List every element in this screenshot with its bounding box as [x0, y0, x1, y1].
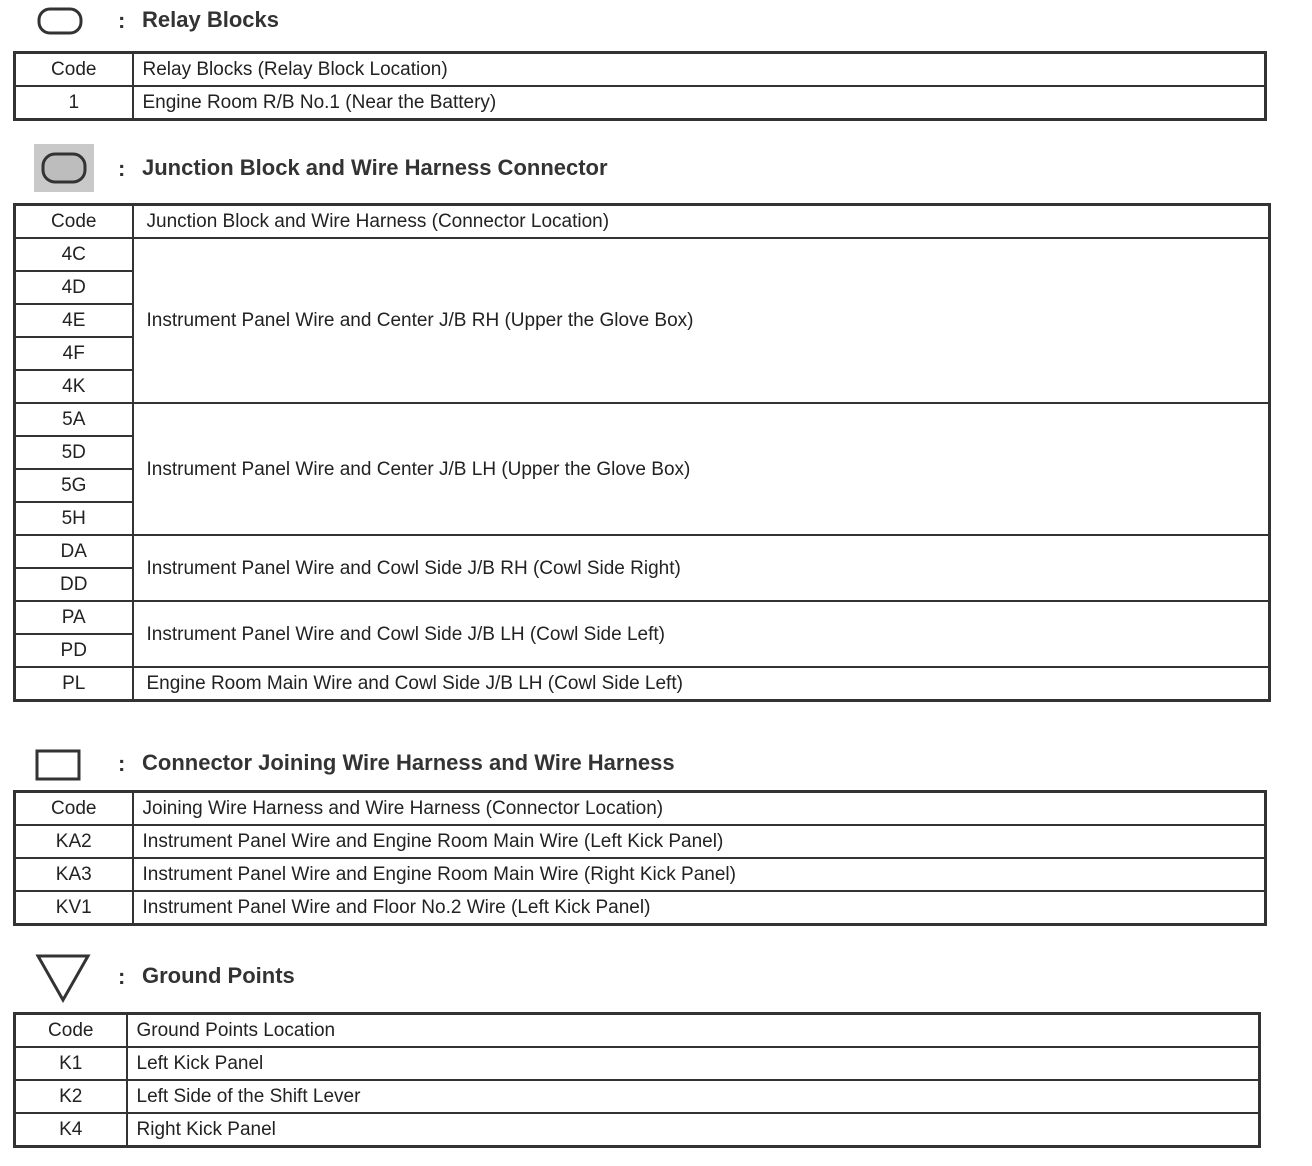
- row-code: DD: [15, 568, 133, 601]
- table-row: [15, 1047, 1260, 1080]
- row-description: Left Kick Panel: [127, 1047, 1260, 1080]
- header-code: Code: [15, 1014, 127, 1048]
- row-code: 4C: [15, 238, 133, 271]
- table-row: [15, 86, 1266, 120]
- table-row: [15, 891, 1266, 925]
- row-code: KV1: [15, 891, 133, 925]
- row-code: 5A: [15, 403, 133, 436]
- group-description: Instrument Panel Wire and Cowl Side J/B RH (Cowl Side Right): [133, 535, 1270, 601]
- table-row: [15, 601, 1270, 634]
- row-code: 4K: [15, 370, 133, 403]
- table-row: [15, 1080, 1260, 1113]
- row-code: K1: [15, 1047, 127, 1080]
- triangle-down-icon: [34, 952, 92, 1004]
- row-code: PD: [15, 634, 133, 667]
- colon: :: [118, 964, 126, 989]
- group-description: Instrument Panel Wire and Cowl Side J/B LH (Cowl Side Left): [133, 601, 1270, 667]
- colon: :: [118, 751, 126, 776]
- table-header-row: [15, 53, 1266, 87]
- row-code: 1: [15, 86, 133, 120]
- header-code: Code: [15, 792, 133, 826]
- relay-blocks-table: [13, 51, 1267, 121]
- table-row: [15, 238, 1270, 271]
- ground-points-table: [13, 1012, 1261, 1148]
- section-title-connector-joining: Connector Joining Wire Harness and Wire Harness: [142, 750, 675, 775]
- colon: :: [118, 156, 126, 181]
- row-description: Left Side of the Shift Lever: [127, 1080, 1260, 1113]
- row-code: K4: [15, 1113, 127, 1147]
- group-description: Engine Room Main Wire and Cowl Side J/B LH (Cowl Side Left): [133, 667, 1270, 701]
- section-title-ground-points: Ground Points: [142, 963, 295, 988]
- row-code: 4F: [15, 337, 133, 370]
- row-description: Engine Room R/B No.1 (Near the Battery): [133, 86, 1266, 120]
- row-code: 5D: [15, 436, 133, 469]
- table-row: [15, 535, 1270, 568]
- header-code: Code: [15, 53, 133, 87]
- row-description: Instrument Panel Wire and Engine Room Main Wire (Right Kick Panel): [133, 858, 1266, 891]
- colon: :: [118, 8, 126, 33]
- row-description: Instrument Panel Wire and Engine Room Main Wire (Left Kick Panel): [133, 825, 1266, 858]
- row-code: PA: [15, 601, 133, 634]
- header-code: Code: [15, 205, 133, 239]
- row-code: KA3: [15, 858, 133, 891]
- table-row: [15, 667, 1270, 701]
- row-description: Right Kick Panel: [127, 1113, 1260, 1147]
- table-row: [15, 1113, 1260, 1147]
- table-header-row: [15, 205, 1270, 239]
- row-code: 4D: [15, 271, 133, 304]
- row-code: 4E: [15, 304, 133, 337]
- junction-block-table: [13, 203, 1271, 702]
- connector-joining-table: [13, 790, 1267, 926]
- row-code: K2: [15, 1080, 127, 1113]
- table-row: [15, 825, 1266, 858]
- row-code: DA: [15, 535, 133, 568]
- header-description: Ground Points Location: [127, 1014, 1260, 1048]
- row-code: 5H: [15, 502, 133, 535]
- shaded-rounded-rectangle-icon: [34, 144, 94, 192]
- section-title-junction-block: Junction Block and Wire Harness Connector: [142, 155, 608, 180]
- header-description: Junction Block and Wire Harness (Connector Location): [133, 205, 1270, 239]
- table-header-row: [15, 792, 1266, 826]
- table-row: [15, 858, 1266, 891]
- row-code: KA2: [15, 825, 133, 858]
- table-header-row: [15, 1014, 1260, 1048]
- rounded-rectangle-icon: [36, 6, 84, 36]
- rectangle-icon: [34, 748, 82, 782]
- table-row: [15, 403, 1270, 436]
- group-description: Instrument Panel Wire and Center J/B LH (Upper the Glove Box): [133, 403, 1270, 535]
- header-description: Joining Wire Harness and Wire Harness (Connector Location): [133, 792, 1266, 826]
- row-code: PL: [15, 667, 133, 701]
- header-description: Relay Blocks (Relay Block Location): [133, 53, 1266, 87]
- group-description: Instrument Panel Wire and Center J/B RH (Upper the Glove Box): [133, 238, 1270, 403]
- row-code: 5G: [15, 469, 133, 502]
- section-title-relay-blocks: Relay Blocks: [142, 7, 279, 32]
- row-description: Instrument Panel Wire and Floor No.2 Wire (Left Kick Panel): [133, 891, 1266, 925]
